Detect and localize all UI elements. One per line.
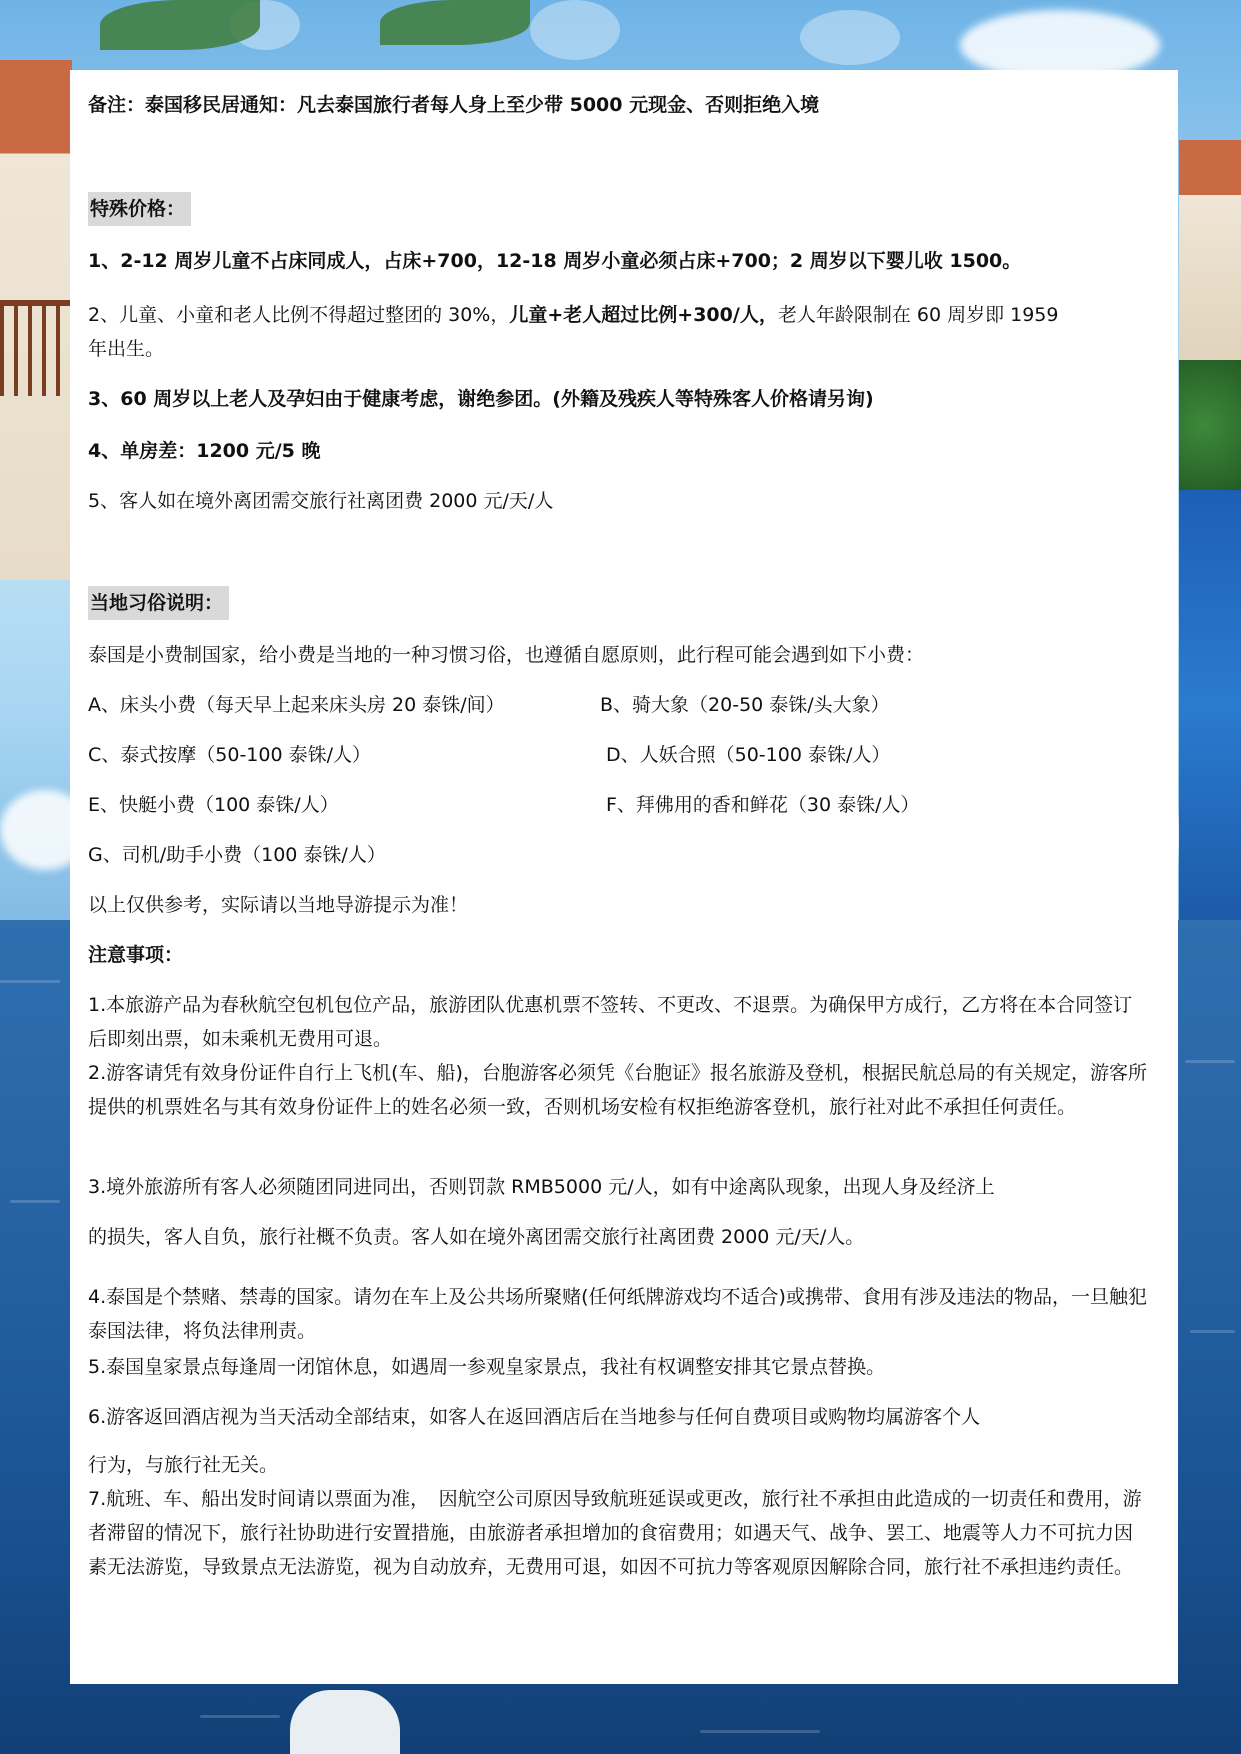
notes-heading: 注意事项： bbox=[88, 944, 184, 966]
palm-leaves bbox=[380, 0, 530, 45]
content-card bbox=[70, 70, 1178, 1684]
palm-leaves bbox=[100, 0, 260, 50]
special-price-heading: 特殊价格： bbox=[88, 192, 191, 226]
note-3-line-1: 3.境外旅游所有客人必须随团同进同出，否则罚款 RMB5000 元/人，如有中途离队现象，出现人身及经济上 bbox=[88, 1176, 995, 1198]
note-3-line-2: 的损失，客人自负，旅行社概不负责。客人如在境外离团需交旅行社离团费 2000 元/天/人。 bbox=[88, 1226, 865, 1248]
wave bbox=[700, 1730, 820, 1733]
tip-e: E、快艇小费（100 泰铢/人） bbox=[88, 794, 339, 816]
wave bbox=[1185, 1060, 1235, 1063]
tip-b: B、骑大象（20-50 泰铢/头大象） bbox=[600, 694, 890, 716]
note-4: 4.泰国是个禁赌、禁毒的国家。请勿在车上及公共场所聚赌(任何纸牌游戏均不适合)或携带、食用有涉及违法的物品，一旦触犯泰国法律，将负法律刑责。 bbox=[88, 1286, 1147, 1342]
note-5: 5.泰国皇家景点每逢周一闭馆休息，如遇周一参观皇家景点，我社有权调整安排其它景点替换。 bbox=[88, 1356, 886, 1378]
special-price-item-2-cont: 年出生。 bbox=[88, 338, 165, 360]
item2-text-b: 老人年龄限制在 60 周岁即 1959 bbox=[777, 304, 1059, 326]
resort-building-right bbox=[1179, 140, 1241, 360]
note-1: 1.本旅游产品为春秋航空包机包位产品，旅游团队优惠机票不签转、不更改、不退票。为确保甲方成行，乙方将在本合同签订后即刻出票，如未乘机无费用可退。 bbox=[88, 994, 1133, 1050]
wave bbox=[10, 1200, 60, 1203]
trees bbox=[1179, 360, 1241, 490]
note-2: 2.游客请凭有效身份证件自行上飞机(车、船)，台胞游客必须凭《台胞证》报名旅游及登机，根据民航总局的有关规定，游客所提供的机票姓名与其有效身份证件上的姓名必须一致，否则机场安检有权拒绝游客登机，旅行社对此不承担任何责任。 bbox=[88, 1062, 1147, 1118]
tip-g: G、司机/助手小费（100 泰铢/人） bbox=[88, 844, 386, 866]
wave bbox=[0, 980, 60, 983]
light-bokeh bbox=[530, 0, 620, 60]
wave bbox=[200, 1715, 280, 1718]
tip-a: A、床头小费（每天早上起来床头房 20 泰铢/间） bbox=[88, 694, 505, 716]
wave bbox=[1190, 1330, 1235, 1333]
remark-text: 备注：泰国移民居通知：凡去泰国旅行者每人身上至少带 5000 元现金、否则拒绝入境 bbox=[88, 94, 820, 116]
tip-d: D、人妖合照（50-100 泰铢/人） bbox=[606, 744, 891, 766]
pool-water bbox=[1179, 490, 1241, 920]
special-price-item-3: 3、60 周岁以上老人及孕妇由于健康考虑，谢绝参团。(外籍及残疾人等特殊客人价格请另询) bbox=[88, 388, 874, 410]
customs-intro: 泰国是小费制国家，给小费是当地的一种习惯习俗，也遵循自愿原则，此行程可能会遇到如下小费： bbox=[88, 644, 925, 666]
note-7: 7.航班、车、船出发时间请以票面为准， 因航空公司原因导致航班延误或更改，旅行社不承担由此造成的一切责任和费用，游者滞留的情况下，旅行社协助进行安置措施，由旅游者承担增加的食宿费用；如遇天气、战争、罢工、地震等人力不可抗力因素无法游览，导致景点无法游览，视为自动放弃，无费用可退，如因不可抗力等客观原因解除合同，旅行社不承担违约责任。 bbox=[88, 1488, 1142, 1578]
light-bokeh bbox=[800, 10, 900, 65]
special-price-item-5: 5、客人如在境外离团需交旅行社离团费 2000 元/天/人 bbox=[88, 490, 554, 512]
note-6-line-1: 6.游客返回酒店视为当天活动全部结束，如客人在返回酒店后在当地参与任何自费项目或购物均属游客个人 bbox=[88, 1406, 981, 1428]
tip-c: C、泰式按摩（50-100 泰铢/人） bbox=[88, 744, 372, 766]
item2-text-bold: 儿童+老人超过比例+300/人， bbox=[509, 304, 778, 326]
tip-f: F、拜佛用的香和鲜花（30 泰铢/人） bbox=[606, 794, 920, 816]
special-price-item-4: 4、单房差：1200 元/5 晚 bbox=[88, 440, 321, 462]
special-price-item-1: 1、2-12 周岁儿童不占床同成人，占床+700，12-18 周岁小童必须占床+700；2 周岁以下婴儿收 1500。 bbox=[88, 250, 1022, 272]
yacht bbox=[290, 1690, 400, 1754]
customs-heading: 当地习俗说明： bbox=[88, 586, 229, 620]
customs-footer: 以上仅供参考，实际请以当地导游提示为准！ bbox=[88, 894, 469, 916]
note-6-line-2: 行为，与旅行社无关。 bbox=[88, 1454, 279, 1476]
item2-text-a: 2、儿童、小童和老人比例不得超过整团的 30%， bbox=[88, 304, 510, 326]
special-price-item-2 bbox=[88, 298, 1058, 332]
balcony-railing bbox=[0, 300, 72, 396]
